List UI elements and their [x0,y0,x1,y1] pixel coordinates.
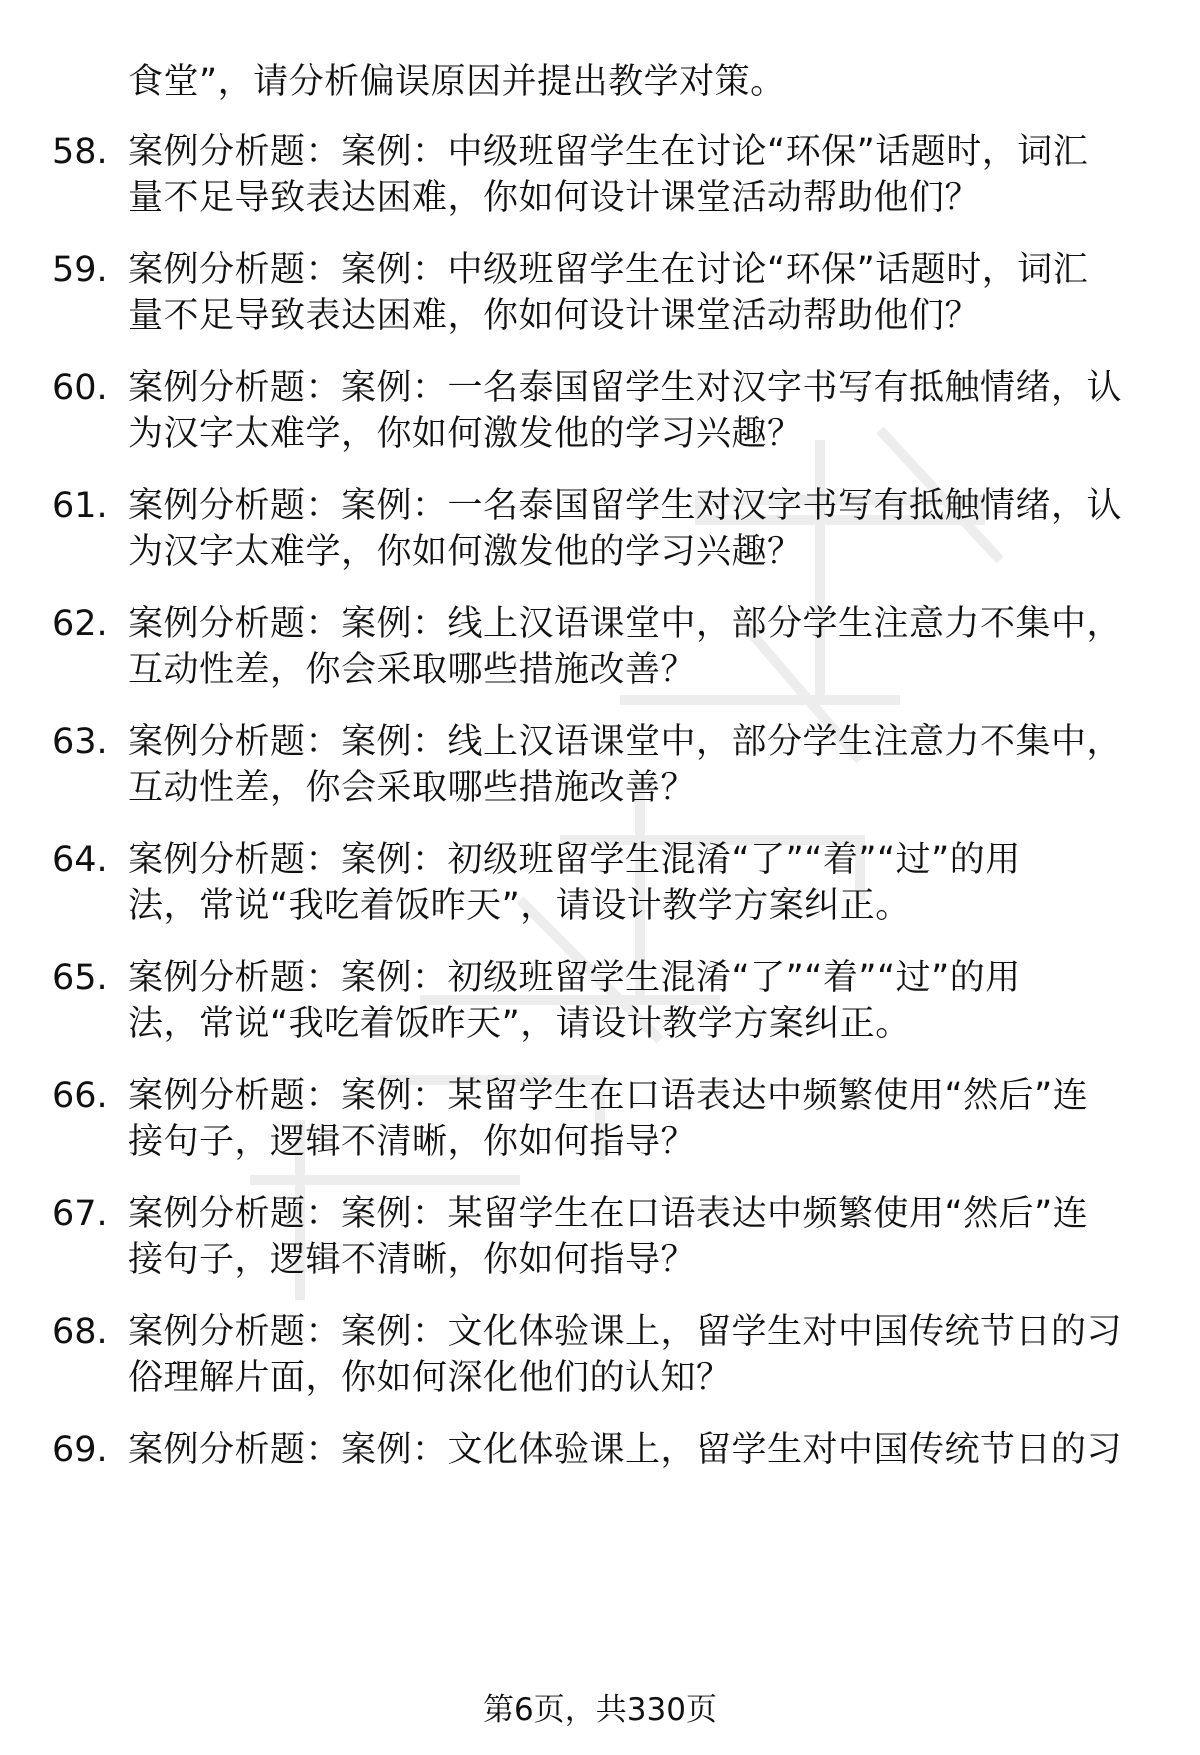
item-number: 61. [52,486,108,526]
item-number: 67. [52,1194,108,1234]
item-text-line: 接句子，逻辑不清晰，你如何指导？ [128,1122,697,1162]
item-text-line: 互动性差，你会采取哪些措施改善？ [128,768,697,808]
item-number: 63. [52,722,108,762]
item-text-line: 案例分析题：案例：某留学生在口语表达中频繁使用“然后”连 [128,1194,1089,1234]
item-text-line: 案例分析题：案例：线上汉语课堂中，部分学生注意力不集中， [128,604,1123,644]
item-text-line: 量不足导致表达困难，你如何设计课堂活动帮助他们？ [128,178,981,218]
item-text-line: 为汉字太难学，你如何激发他的学习兴趣？ [128,532,803,572]
item-number: 60. [52,368,108,408]
item-text-line: 法，常说“我吃着饭昨天”，请设计教学方案纠正。 [128,886,911,926]
item-text-line: 互动性差，你会采取哪些措施改善？ [128,650,697,690]
item-number: 64. [52,840,108,880]
item-text-line: 案例分析题：案例：某留学生在口语表达中频繁使用“然后”连 [128,1076,1089,1116]
item-text-line: 法，常说“我吃着饭昨天”，请设计教学方案纠正。 [128,1004,911,1044]
item-text-line: 接句子，逻辑不清晰，你如何指导？ [128,1240,697,1280]
item-text-line: 案例分析题：案例：中级班留学生在讨论“环保”话题时，词汇 [128,132,1089,172]
item-number: 62. [52,604,108,644]
item-number: 69. [52,1430,108,1470]
item-text-line: 案例分析题：案例：文化体验课上，留学生对中国传统节日的习 [128,1312,1123,1352]
page-footer: 第6页，共330页 [483,1692,717,1728]
item-number: 65. [52,958,108,998]
item-text-line: 案例分析题：案例：一名泰国留学生对汉字书写有抵触情绪，认 [128,486,1123,526]
item-number: 58. [52,132,108,172]
item-number: 68. [52,1312,108,1352]
item-text-line: 案例分析题：案例：文化体验课上，留学生对中国传统节日的习 [128,1430,1123,1470]
item-text-line: 案例分析题：案例：一名泰国留学生对汉字书写有抵触情绪，认 [128,368,1123,408]
item-text-line: 量不足导致表达困难，你如何设计课堂活动帮助他们？ [128,296,981,336]
item-text-line: 案例分析题：案例：线上汉语课堂中，部分学生注意力不集中， [128,722,1123,762]
item-text-line: 案例分析题：案例：初级班留学生混淆“了”“着”“过”的用 [128,840,1021,880]
item-text-line: 案例分析题：案例：中级班留学生在讨论“环保”话题时，词汇 [128,250,1089,290]
item-number: 66. [52,1076,108,1116]
intro-line: 食堂”，请分析偏误原因并提出教学对策。 [128,62,786,102]
item-text-line: 案例分析题：案例：初级班留学生混淆“了”“着”“过”的用 [128,958,1021,998]
item-number: 59. [52,250,108,290]
item-text-line: 俗理解片面，你如何深化他们的认知？ [128,1358,732,1398]
item-text-line: 为汉字太难学，你如何激发他的学习兴趣？ [128,414,803,454]
